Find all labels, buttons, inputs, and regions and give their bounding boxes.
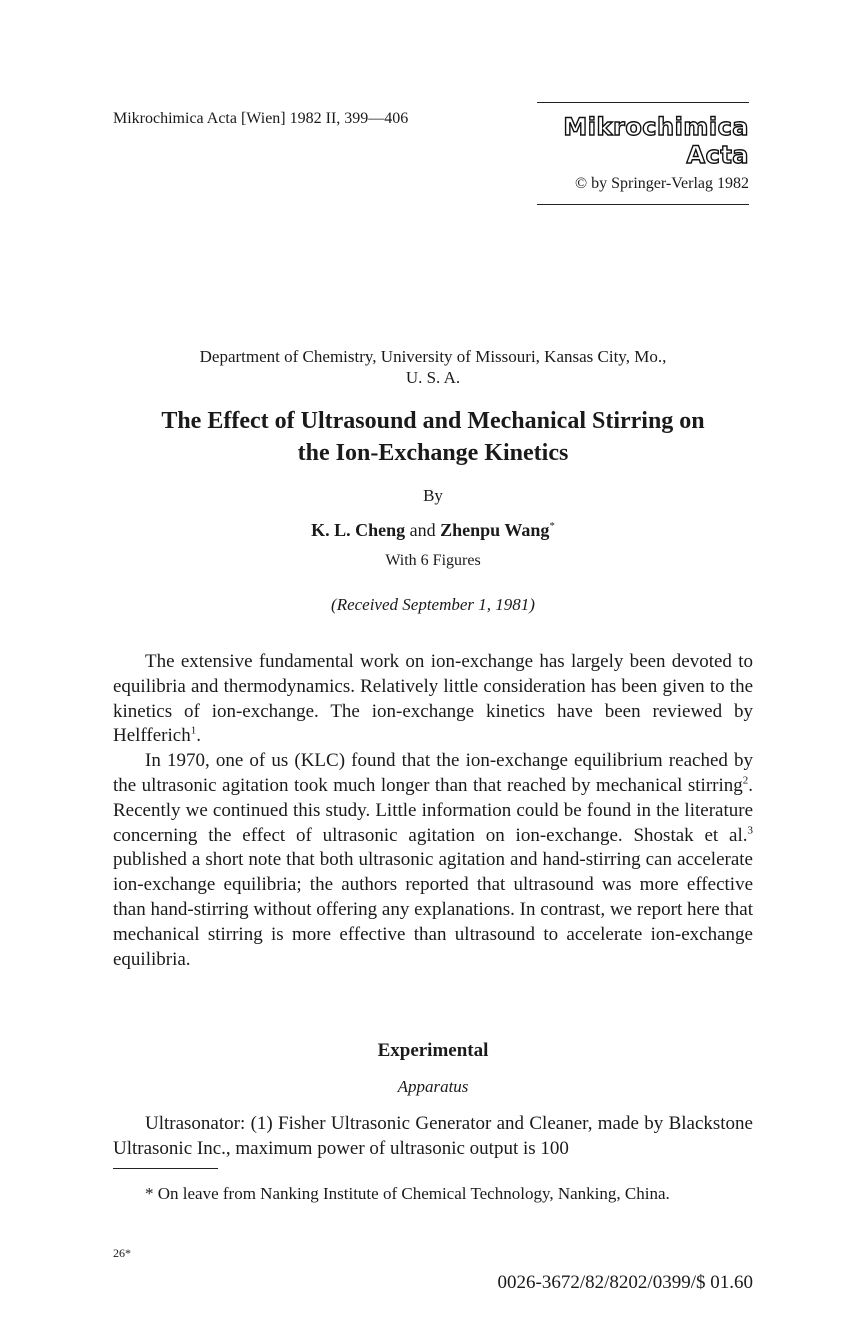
received-date: (Received September 1, 1981) <box>331 595 535 614</box>
copyright-notice: © by Springer-Verlag 1982 <box>574 175 749 192</box>
by-label: By <box>423 486 443 505</box>
logo-top-rule <box>537 102 749 103</box>
footnote-rule <box>113 1168 218 1169</box>
section-heading: Experimental <box>377 1040 489 1061</box>
paragraph-1-text: The extensive fundamental work on ion-exchange has largely been devoted to equilibria and thermodynamics. Relatively little consideration has been given to the kinetics of ion-exchange. The ion-exchange kinetics have been reviewed by Helfferich <box>113 651 753 747</box>
affiliation-line-2: U. S. A. <box>405 368 461 387</box>
affiliation-line-1: Department of Chemistry, University of Missouri, Kansas City, Mo., <box>199 347 667 366</box>
author-footnote-mark: * <box>549 520 555 532</box>
paragraph-1 <box>113 650 753 749</box>
author-name-1: K. L. Cheng <box>311 520 406 540</box>
reference-3: 3 <box>747 824 753 837</box>
footnote: * On leave from Nanking Institute of Chemical Technology, Nanking, China. <box>145 1184 670 1203</box>
intro-text <box>113 650 753 972</box>
author-conjunction: and <box>405 520 441 540</box>
figures-note: With 6 Figures <box>385 552 481 569</box>
apparatus-text <box>113 1112 753 1162</box>
title-line-2: the Ion-Exchange Kinetics <box>297 440 569 466</box>
journal-logo: Mikrochimica Acta <box>563 113 749 169</box>
reference-1: 1 <box>190 725 197 738</box>
journal-citation: Mikrochimica Acta [Wien] 1982 II, 399—406 <box>113 110 409 127</box>
reference-2: 2 <box>742 774 749 787</box>
author-affiliation <box>113 346 753 388</box>
paragraph-2-text-a: In 1970, one of us (KLC) found that the ion-exchange equilibrium reached by the ultrasonic agitation took much longer than that reached by mechanical stirring <box>113 750 753 796</box>
page-signature: 26* <box>113 1246 131 1260</box>
paragraph-2 <box>113 749 753 972</box>
paragraph-2-text-c: published a short note that both ultrasonic agitation and hand-stirring can accelerate ion-exchange equilibria; the authors reported that ultrasound was more effective than hand-stirring without offering any explanations. In contrast, we report here that mechanical stirring is more effective than ultrasound to accelerate ion-exchange equilibria. <box>113 849 753 970</box>
paragraph-3: Ultrasonator: (1) Fisher Ultrasonic Generator and Cleaner, made by Blackstone Ultrasonic Inc., maximum power of ultrasonic output is 100 <box>113 1113 753 1159</box>
author-list <box>113 520 753 541</box>
title-line-1: The Effect of Ultrasound and Mechanical Stirring on <box>161 408 705 434</box>
journal-logo-box <box>537 102 749 205</box>
subsection-heading: Apparatus <box>397 1077 469 1096</box>
paper-title <box>113 405 753 469</box>
paragraph-2-text-b: . Recently we continued this study. Little information could be found in the literature concerning the effect of ultrasonic agitation on ion-exchange. Shostak et al. <box>113 774 753 846</box>
article-code: 0026-3672/82/8202/0399/$ 01.60 <box>497 1272 753 1293</box>
logo-bottom-rule <box>537 204 749 205</box>
paragraph-1-end: . <box>196 725 201 747</box>
author-name-2: Zhenpu Wang <box>440 520 550 540</box>
